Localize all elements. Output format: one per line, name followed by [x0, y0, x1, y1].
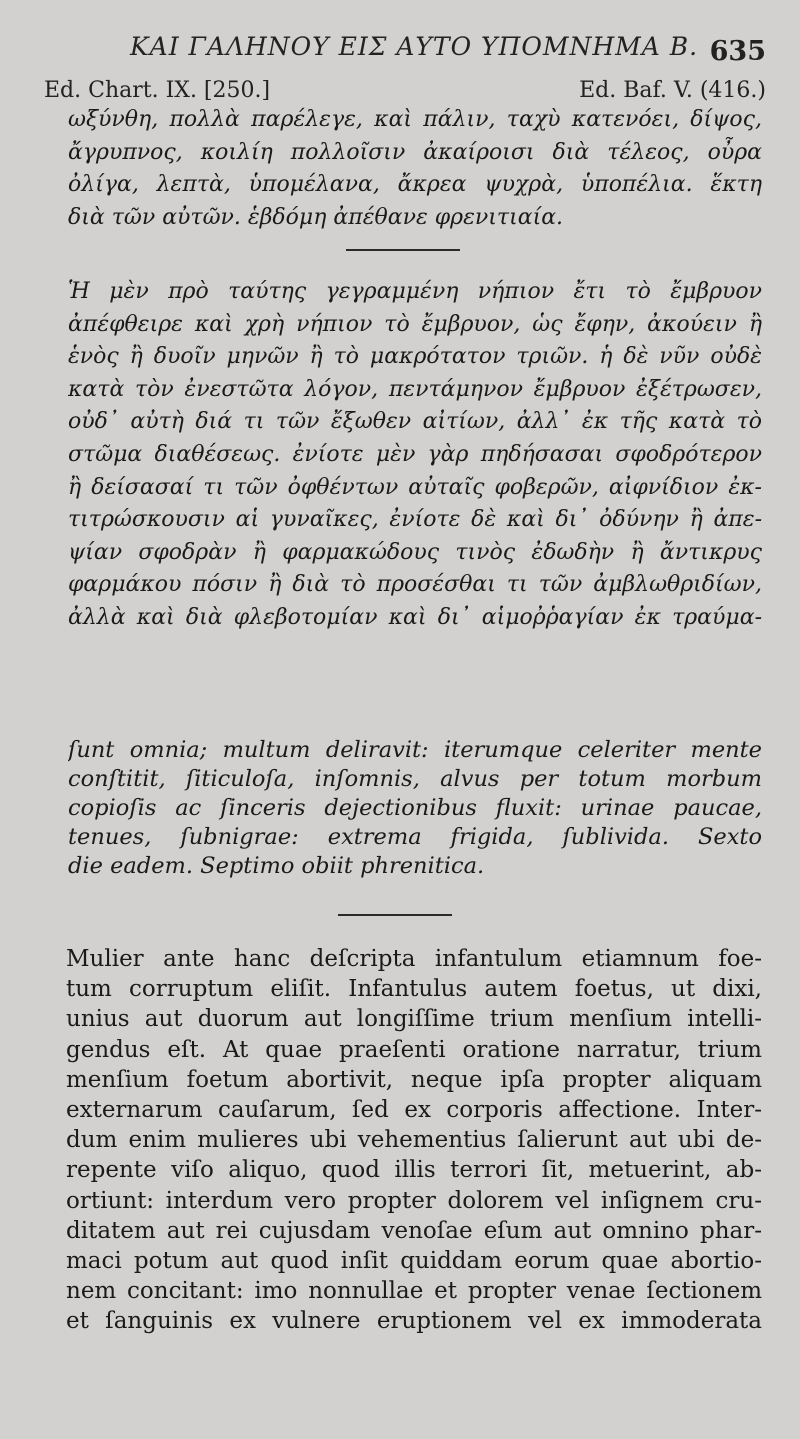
text-line: copioſis ac ſinceris dejectionibus fluxit: urinae paucae,: [68, 795, 762, 821]
latin-text-main: [66, 944, 762, 1336]
text-line: διὰ τῶν αὐτῶν. ἑβδόμη ἀπέθανε φρενιτιαία.: [68, 204, 564, 230]
text-line: τιτρώσκουσιν αἱ γυναῖκες, ἐνίοτε δὲ καὶ δι᾽ ὀδύνην ἢ ἀπε-: [68, 507, 762, 533]
text-line: ἀλλὰ καὶ διὰ φλεβοτομίαν καὶ δι᾽ αἱμοῤῥαγίαν ἐκ τραύμα-: [68, 604, 762, 630]
text-line: ἀπέφθειρε καὶ χρὴ νήπιον τὸ ἔμβρυον, ὡς ἔφην, ἀκούειν ἢ: [68, 311, 762, 337]
text-line: die eadem. Septimo obiit phrenitica.: [68, 853, 485, 879]
text-line: nem concitant: imo nonnullae et propter venae ſectionem: [66, 1278, 762, 1305]
text-line: externarum cauſarum, ſed ex corporis affectione. Inter-: [66, 1096, 762, 1123]
text-line: ωξύνθη, πολλὰ παρέλεγε, καὶ πάλιν, ταχὺ κατενόει, δίψος,: [68, 107, 762, 132]
page-number: 635: [709, 36, 766, 67]
text-line: κατὰ τὸν ἐνεστῶτα λόγον, πεντάμηνον ἔμβρυον ἐξέτρωσεν,: [68, 376, 762, 402]
text-line: ὀλίγα, λεπτὰ, ὑπομέλανα, ἄκρεα ψυχρὰ, ὑποπέλια. ἕκτη: [68, 172, 762, 198]
text-line: conſtitit, ſiticuloſa, inſomnis, alvus per totum morbum: [68, 766, 762, 792]
text-line: tum corruptum eliſit. Infantulus autem foetus, ut dixi,: [66, 976, 762, 1003]
greek-text-top: [68, 104, 762, 234]
text-line: dum enim mulieres ubi vehementius ſalierunt aut ubi de-: [66, 1127, 762, 1154]
text-line: φαρμάκου πόσιν ἢ διὰ τὸ προσέσθαι τι τῶν ἀμβλωθριδίων,: [68, 572, 762, 598]
text-line: ἢ δείσασαί τι τῶν ὀφθέντων αὐταῖς φοβερῶν, αἰφνίδιον ἐκ-: [68, 474, 762, 500]
text-line: maci potum aut quod inſit quiddam eorum quae abortio-: [66, 1247, 762, 1274]
text-line: ſunt omnia; multum deliravit: iterumque celeriter mente: [68, 737, 762, 763]
divider-rule: [346, 249, 460, 251]
text-line: ἄγρυπνος, κοιλίη πολλοῖσιν ἀκαίροισι διὰ τέλεος, οὖρα: [68, 139, 762, 165]
text-line: ψίαν σφοδρὰν ἢ φαρμακώδους τινὸς ἐδωδὴν ἢ ἄντικρυς: [68, 539, 762, 565]
text-line: Mulier ante hanc deſcripta infantulum etiamnum foe-: [66, 946, 762, 972]
text-line: ditatem aut rei cujusdam venoſae eſum aut omnino phar-: [66, 1217, 762, 1244]
running-head: [0, 32, 800, 72]
latin-text-italic: [68, 736, 762, 881]
text-line: ἑνὸς ἢ δυοῖν μηνῶν ἢ τὸ μακρότατον τριῶν. ἡ δὲ νῦν οὐδὲ: [68, 344, 762, 370]
text-line: ortiunt: interdum vero propter dolorem vel inſignem cru-: [66, 1187, 762, 1214]
divider-rule: [338, 914, 452, 916]
text-line: tenues, ſubnigrae: extrema frigida, ſublivida. Sexto: [68, 824, 762, 850]
edition-right: Ed. Baf. V. (416.): [579, 78, 766, 103]
text-line: στῶμα διαθέσεως. ἐνίοτε μὲν γὰρ πηδήσασαι σφοδρότερον: [68, 441, 762, 467]
text-line: gendus eſt. At quae praeſenti oratione narratur, trium: [66, 1036, 762, 1063]
edition-left: Ed. Chart. IX. [250.]: [44, 78, 271, 103]
text-line: et ſanguinis ex vulnere eruptionem vel ex immoderata: [66, 1308, 762, 1335]
text-line: repente viſo aliquo, quod illis terrori ſit, metuerint, ab-: [66, 1157, 762, 1184]
text-line: Ἡ μὲν πρὸ ταύτης γεγραμμένη νήπιον ἔτι τὸ ἔμβρυον: [68, 279, 762, 304]
running-title: ΚΑΙ ΓΑΛΗΝΟΥ ΕΙΣ ΑΥΤΟ ΥΠΟΜΝΗΜΑ Β.: [130, 32, 699, 61]
text-line: menſium foetum abortivit, neque ipſa propter aliquam: [66, 1066, 762, 1093]
greek-text-main: [68, 276, 762, 635]
text-line: οὐδ᾽ αὐτὴ διά τι τῶν ἔξωθεν αἰτίων, ἀλλ᾽ ἐκ τῆς κατὰ τὸ: [68, 409, 762, 435]
text-line: unius aut duorum aut longiſſime trium menſium intelli-: [66, 1006, 762, 1033]
